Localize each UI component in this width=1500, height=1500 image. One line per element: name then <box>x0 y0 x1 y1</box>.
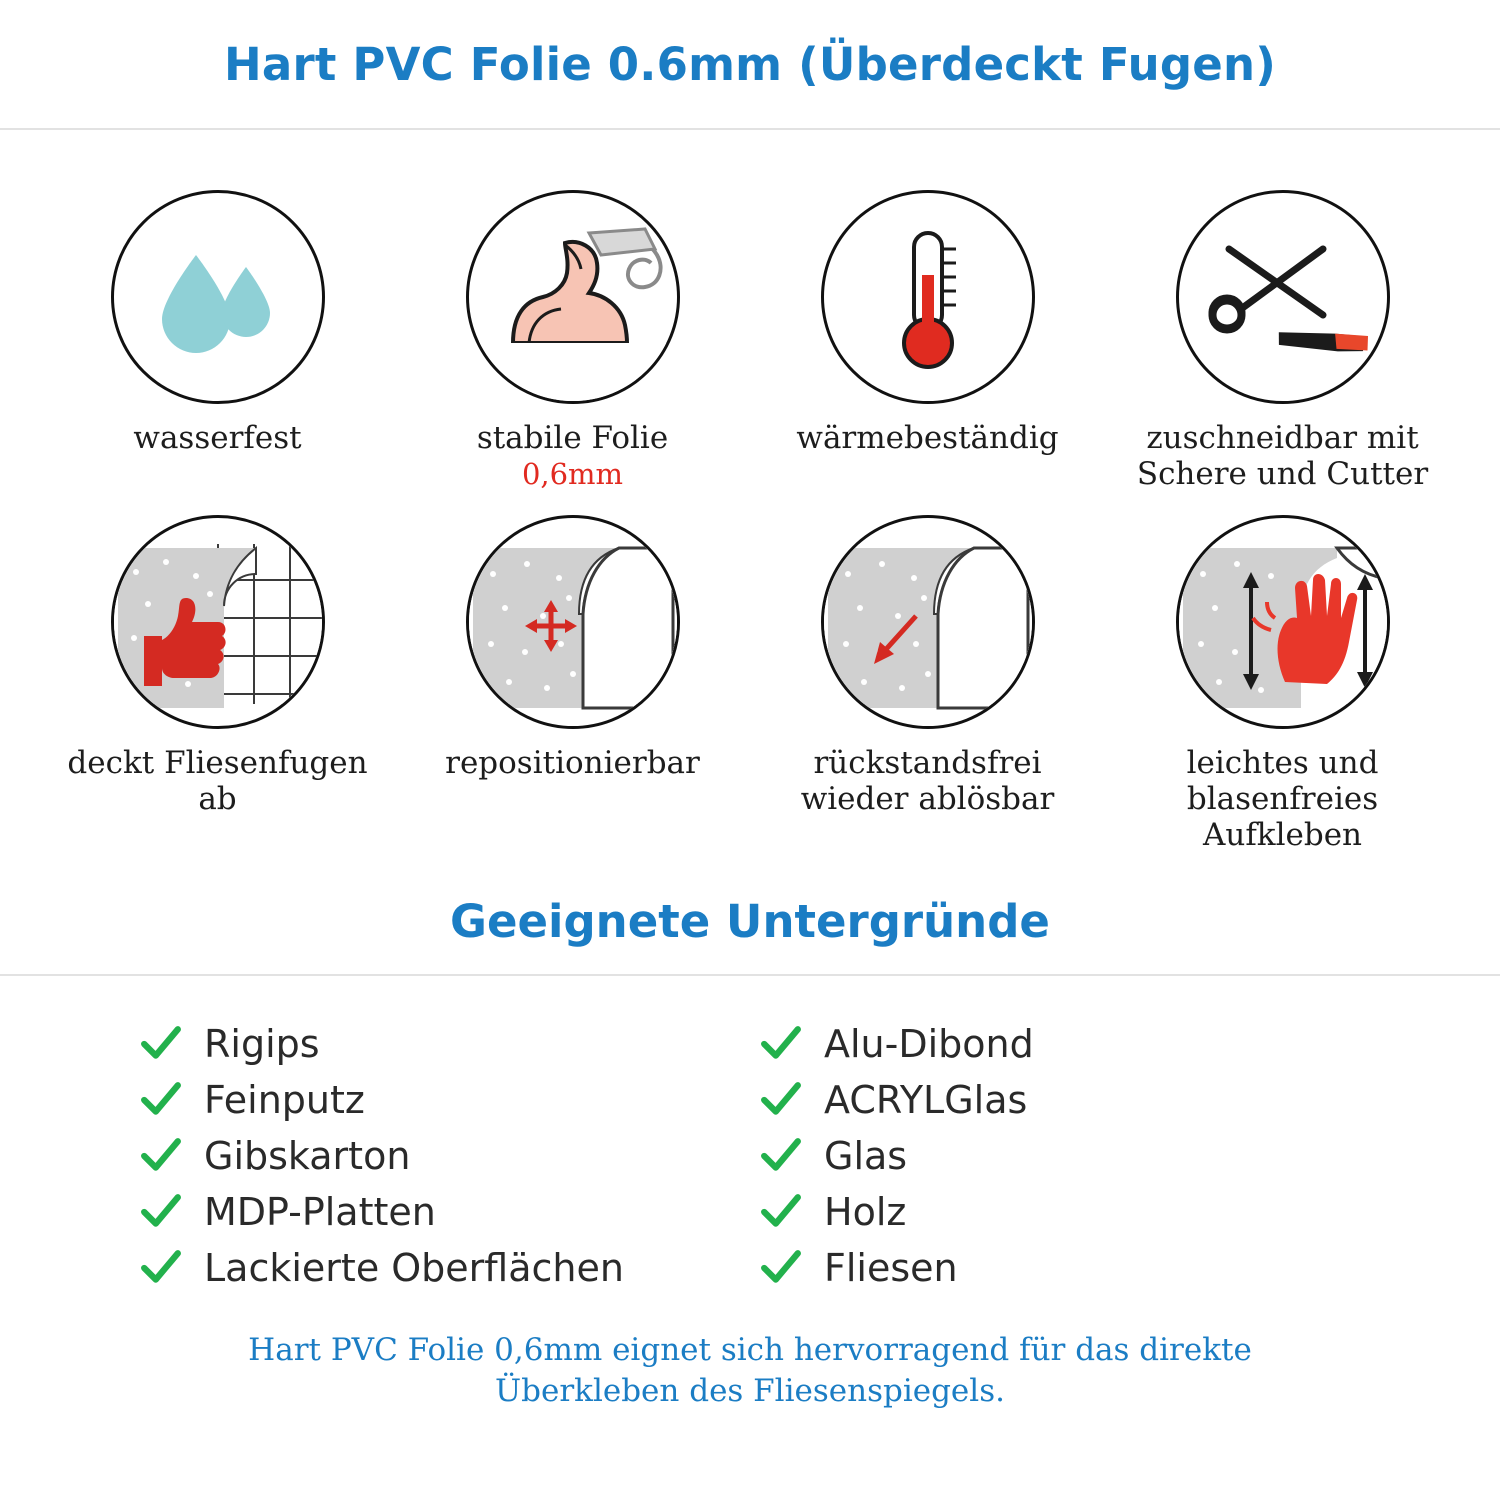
check-icon <box>760 1023 802 1065</box>
substrate-label: Lackierte Oberflächen <box>204 1246 624 1291</box>
footer-note <box>0 1330 1500 1411</box>
list-item <box>140 1134 760 1178</box>
feature-label: repositionierbar <box>445 744 700 781</box>
substrate-label: Feinputz <box>204 1078 365 1123</box>
strong-arm-foil-icon <box>466 190 680 404</box>
list-item <box>140 1078 760 1122</box>
substrate-label: MDP-Platten <box>204 1190 436 1235</box>
feature-sublabel: 0,6mm <box>521 457 624 492</box>
check-icon <box>140 1135 182 1177</box>
list-item <box>760 1022 1380 1066</box>
feature-label: leichtes und blasenfreies Aufkleben <box>1186 744 1379 854</box>
feature-label: rückstandsfrei wieder ablösbar <box>800 744 1055 817</box>
check-icon <box>140 1191 182 1233</box>
feature-aufkleben <box>1105 515 1460 854</box>
feature-fliesenfugen <box>40 515 395 854</box>
water-drops-icon <box>111 190 325 404</box>
check-icon <box>760 1079 802 1121</box>
footer-line-1: Hart PVC Folie 0,6mm eignet sich hervorragend für das direkte <box>248 1332 1252 1369</box>
check-icon <box>760 1247 802 1289</box>
page-header <box>0 0 1500 130</box>
list-item <box>760 1190 1380 1234</box>
feature-zuschneidbar <box>1105 190 1460 493</box>
move-arrows-icon <box>466 515 680 729</box>
check-icon <box>760 1191 802 1233</box>
substrate-label: Rigips <box>204 1022 320 1067</box>
peel-arrow-icon <box>821 515 1035 729</box>
substrate-list <box>0 1022 1500 1290</box>
check-icon <box>760 1135 802 1177</box>
feature-wasserfest <box>40 190 395 493</box>
feature-label <box>477 420 668 492</box>
feature-label: wärmebeständig <box>796 420 1059 456</box>
substrate-label: Gibskarton <box>204 1134 411 1179</box>
smoothing-hand-icon <box>1176 515 1390 729</box>
check-icon <box>140 1023 182 1065</box>
feature-stabile-folie <box>395 190 750 493</box>
feature-repositionierbar <box>395 515 750 854</box>
feature-label: deckt Fliesenfugen ab <box>67 744 368 817</box>
list-item <box>760 1078 1380 1122</box>
substrate-label: Glas <box>824 1134 908 1179</box>
substrate-label: ACRYLGlas <box>824 1078 1028 1123</box>
list-item <box>140 1246 760 1290</box>
substrate-column-right <box>760 1022 1380 1290</box>
feature-ablösbar <box>750 515 1105 854</box>
scissors-cutter-icon <box>1176 190 1390 404</box>
list-item <box>760 1246 1380 1290</box>
feature-label: zuschneidbar mit Schere und Cutter <box>1136 420 1429 493</box>
list-item <box>140 1190 760 1234</box>
check-icon <box>140 1247 182 1289</box>
feature-label: wasserfest <box>133 420 302 456</box>
substrate-column-left <box>140 1022 760 1290</box>
substrate-label: Holz <box>824 1190 907 1235</box>
list-item <box>140 1022 760 1066</box>
list-item <box>760 1134 1380 1178</box>
check-icon <box>140 1079 182 1121</box>
feature-waermebestaendig <box>750 190 1105 493</box>
substrate-label: Alu-Dibond <box>824 1022 1034 1067</box>
thermometer-icon <box>821 190 1035 404</box>
substrate-label: Fliesen <box>824 1246 958 1291</box>
thumbs-up-tiles-icon <box>111 515 325 729</box>
footer-line-2: Überkleben des Fliesenspiegels. <box>495 1372 1005 1409</box>
feature-label-text: stabile Folie <box>476 420 669 456</box>
section-title-untergruende: Geeignete Untergründe <box>0 895 1500 976</box>
page-title: Hart PVC Folie 0.6mm (Überdeckt Fugen) <box>224 37 1276 91</box>
feature-grid <box>0 130 1500 853</box>
